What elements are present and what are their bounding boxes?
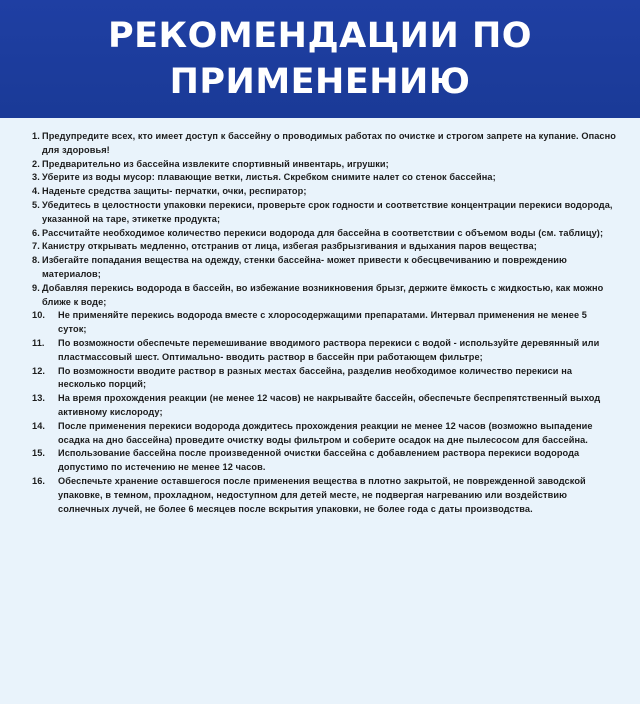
item-number: 11. bbox=[32, 337, 45, 348]
item-number: 2. bbox=[32, 158, 40, 169]
page-title-line-2: ПРИМЕНЕНИЮ bbox=[169, 62, 471, 102]
item-number: 5. bbox=[32, 199, 40, 210]
item-number: 7. bbox=[32, 241, 40, 252]
list-item bbox=[32, 475, 616, 516]
item-text: По возможности вводите раствор в разных местах бассейна, разделив необходимое количество перекиси на несколько порций; bbox=[58, 365, 573, 390]
list-item bbox=[32, 185, 616, 199]
list-item bbox=[32, 130, 616, 158]
list-item bbox=[32, 199, 616, 227]
list-item bbox=[32, 337, 616, 365]
item-text: Канистру открывать медленно, отстранив от лица, избегая разбрызгивания и вдыхания паров вещества; bbox=[42, 241, 537, 252]
recommendations-list bbox=[32, 130, 616, 516]
list-item bbox=[32, 365, 616, 393]
list-item bbox=[32, 447, 616, 475]
header-banner bbox=[0, 0, 640, 118]
item-text: Уберите из воды мусор: плавающие ветки, листья. Скребком снимите налет со стенок бассейна; bbox=[42, 172, 496, 183]
page-title-line-1: РЕКОМЕНДАЦИИ ПО bbox=[108, 16, 532, 56]
item-number: 14. bbox=[32, 420, 46, 431]
item-text: По возможности обеспечьте перемешивание вводимого раствора перекиси с водой - используйте деревянный или пластмассовый шест. Оптимально- вводить раствор в бассейн при работающем фильтре; bbox=[58, 337, 600, 362]
item-text: Убедитесь в целостности упаковки перекиси, проверьте срок годности и соответствие концентрации перекиси водорода, указанной на таре, этикетке продукта; bbox=[42, 199, 613, 224]
list-item bbox=[32, 158, 616, 172]
list-item bbox=[32, 254, 616, 282]
content-panel bbox=[0, 118, 640, 704]
item-text: Добавляя перекись водорода в бассейн, во избежание возникновения брызг, держите ёмкость с жидкостью, как можно ближе к воде; bbox=[42, 282, 604, 307]
list-item bbox=[32, 227, 616, 241]
item-number: 9. bbox=[32, 282, 40, 293]
list-item bbox=[32, 309, 616, 337]
item-text: После применения перекиси водорода дождитесь прохождения реакции не менее 12 часов (возможно выпадение осадка на дно бассейна) проведите очистку воды фильтром и соберите осадок на дне пылесосом для бассейна. bbox=[58, 420, 593, 445]
item-text: Использование бассейна после произведенной очистки бассейна с добавлением раствора перекиси водорода допустимо по истечению не менее 12 часов. bbox=[58, 448, 580, 473]
list-item bbox=[32, 171, 616, 185]
item-number: 8. bbox=[32, 255, 40, 266]
item-text: Обеспечьте хранение оставшегося после применения вещества в плотно закрытой, не поврежденной заводской упаковке, в темном, прохладном, недоступном для детей месте, не подвергая нагреванию или воздействию солнечных лучей, не более 6 месяцев после вскрытия упаковки, не более года с даты производства. bbox=[58, 475, 586, 514]
list-item bbox=[32, 282, 616, 310]
item-text: Наденьте средства защиты- перчатки, очки, респиратор; bbox=[42, 186, 307, 197]
item-number: 16. bbox=[32, 475, 46, 486]
item-number: 15. bbox=[32, 448, 46, 459]
item-number: 4. bbox=[32, 186, 40, 197]
item-text: Не применяйте перекись водорода вместе с хлоросодержащими препаратами. Интервал применения не менее 5 суток; bbox=[58, 310, 588, 335]
item-text: Избегайте попадания вещества на одежду, стенки бассейна- может привести к обесцвечиванию и повреждению материалов; bbox=[42, 255, 567, 279]
item-number: 6. bbox=[32, 227, 40, 238]
list-item bbox=[32, 420, 616, 448]
item-text: Предупредите всех, кто имеет доступ к бассейну о проводимых работах по очистке и строгом запрете на купание. Опасно для здоровья! bbox=[42, 131, 617, 155]
item-text: Рассчитайте необходимое количество перекиси водорода для бассейна в соответствии с объемом воды (см. таблицу); bbox=[42, 227, 604, 238]
list-item bbox=[32, 240, 616, 254]
item-number: 12. bbox=[32, 365, 46, 376]
item-number: 10. bbox=[32, 310, 46, 321]
item-text: На время прохождения реакции (не менее 12 часов) не накрывайте бассейн, обеспечьте беспрепятственный выход активному кислороду; bbox=[58, 393, 601, 417]
item-text: Предварительно из бассейна извлеките спортивный инвентарь, игрушки; bbox=[42, 158, 389, 169]
item-number: 3. bbox=[32, 172, 40, 183]
item-number: 13. bbox=[32, 393, 46, 404]
list-item bbox=[32, 392, 616, 420]
item-number: 1. bbox=[32, 131, 40, 141]
